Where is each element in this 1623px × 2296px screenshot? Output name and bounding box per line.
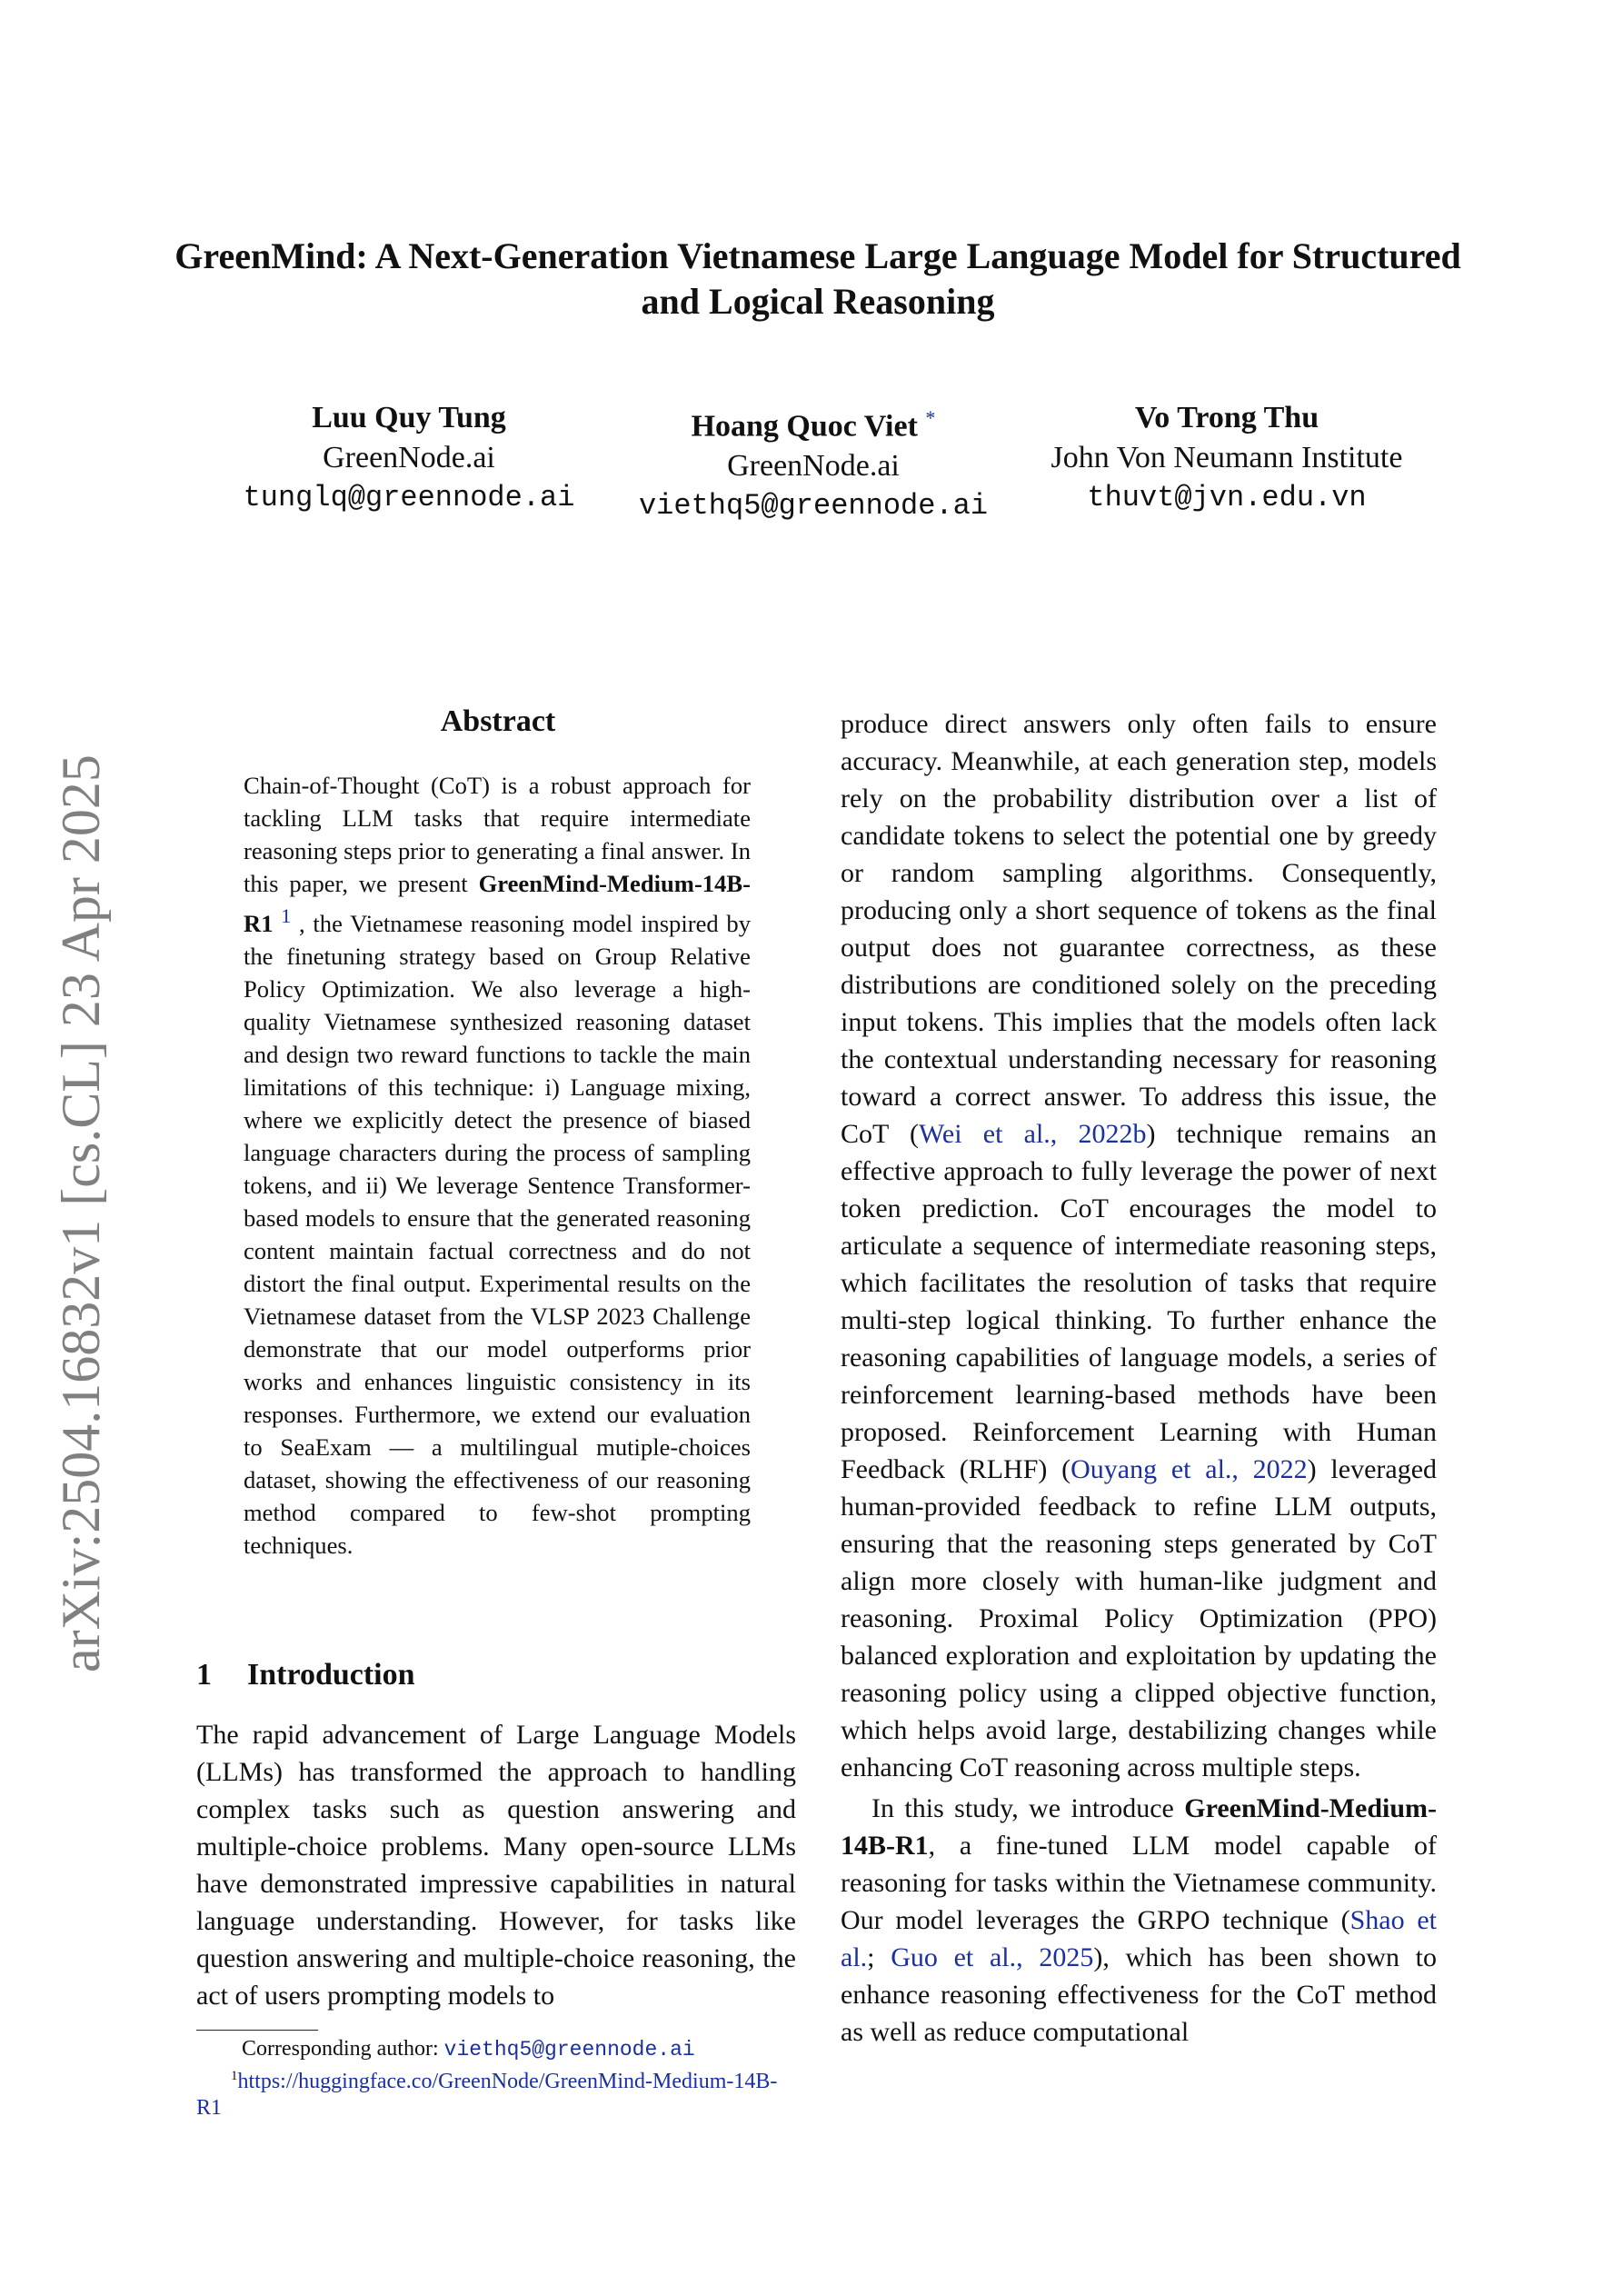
footnote-corresponding [196,2036,796,2063]
footnote-marker[interactable]: 1 [281,904,292,927]
corresponding-author-marker[interactable]: * [925,406,936,429]
footnotes [196,2036,796,2121]
author-affiliation: John Von Neumann Institute [1050,441,1403,474]
author-block [613,398,1013,526]
model-name: GreenMind-Medium-14B-R1 [841,1793,1437,1861]
section-title: Introduction [247,1658,415,1692]
author-email[interactable]: tunglq@greennode.ai [243,481,575,514]
section-heading-introduction [196,1658,415,1692]
introduction-paragraph [841,1790,1437,2051]
right-column [841,705,1437,2051]
abstract-heading: Abstract [440,704,556,738]
author-name: Vo Trong Thu [1134,401,1319,434]
text-run: ), which has been shown to enhance reasoning effectiveness for the CoT method as well as reduce computational [841,1942,1437,2047]
footnote-label: Corresponding author: [242,2037,444,2061]
text-run: produce direct answers only often fails to ensure accuracy. Meanwhile, at each generation step, models rely on the probability distribution over a list of candidate tokens to select the potential one by greedy or random sampling algorithms. Consequently, producing only a short sequence of tokens as the final output does not guarantee correctness, as these distributions are conditioned solely on the preceding input tokens. This implies that the models often lack the contextual understanding necessary for reasoning toward a correct answer. To address this issue, the CoT ( [841,709,1437,1149]
text-run: ; [867,1942,891,1972]
citation-link[interactable]: Shao et al. [841,1905,1437,1972]
author-name: Luu Quy Tung [312,401,506,434]
author-affiliation: GreenNode.ai [323,441,495,474]
author-email[interactable]: viethq5@greennode.ai [638,489,989,524]
footnote-number: 1 [231,2069,238,2083]
author-name-text: Hoang Quoc Viet [691,409,918,444]
citation-link[interactable]: Wei et al., 2022b [919,1119,1147,1149]
footnote-divider [196,2030,318,2031]
text-run: ) technique remains an effective approach to fully leverage the power of next token prediction. CoT encourages the model to articulate a sequence of intermediate reasoning steps, which facilitates the resolution of tasks that require multi-step logical thinking. To further enhance the reasoning capabilities of language models, a series of reinforcement learning-based methods have been proposed. Reinforcement Learning with Human Feedback (RLHF) ( [841,1119,1437,1484]
citation-link[interactable]: Guo et al., 2025 [891,1942,1094,1972]
introduction-paragraph [841,705,1437,1786]
introduction-paragraph: The rapid advancement of Large Language Models (LLMs) has transformed the approach to handling complex tasks such as question answering and multiple-choice problems. Many open-source LLMs have demonstrated impressive capabilities in natural language understanding. However, for tasks like question answering and multiple-choice reasoning, the act of users prompting models to [196,1720,796,2011]
footnote-link[interactable]: https://huggingface.co/GreenNode/GreenMind-Medium-14B-R1 [196,2070,778,2120]
model-name: GreenMind-Medium-14B-R1 [244,870,751,937]
footnote-email[interactable]: viethq5@greennode.ai [443,2038,695,2061]
section-number: 1 [196,1658,212,1692]
author-block [218,398,600,518]
abstract-text-part: Chain-of-Thought (CoT) is a robust approach for tackling LLM tasks that require intermediate reasoning steps prior to generating a final answer. In this paper, we present [244,772,751,897]
footnote-1 [196,2063,796,2121]
abstract-body [244,769,751,1562]
arxiv-identifier: arXiv:2504.16832v1 [cs.CL] 23 Apr 2025 [51,754,111,1672]
author-email[interactable]: thuvt@jvn.edu.vn [1087,481,1367,514]
text-run: ) leveraged human-provided feedback to refine LLM outputs, ensuring that the reasoning steps generated by CoT align more closely with human-like judgment and reasoning. Proximal Policy Optimization (PPO) balanced exploration and exploitation by updating the reasoning policy using a clipped objective function, which helps avoid large, destabilizing changes while enhancing CoT reasoning across multiple steps. [841,1454,1438,1782]
author-block [1027,398,1427,518]
citation-link[interactable]: Ouyang et al., 2022 [1070,1454,1308,1484]
text-run: In this study, we introduce [871,1793,1185,1823]
text-run: , a fine-tuned LLM model capable of reasoning for tasks within the Vietnamese community. Our model leverages the GRPO technique ( [841,1831,1437,1935]
author-name [613,398,1013,446]
abstract-text-part: , the Vietnamese reasoning model inspired by the finetuning strategy based on Group Relative Policy Optimization. We also leverage a high-quality Vietnamese synthesized reasoning dataset and design two reward functions to tackle the main limitations of this technique: i) Language mixing, where we explicitly detect the presence of biased language characters during the process of sampling tokens, and ii) We leverage Sentence Transformer-based models to ensure that the generated reasoning content maintain factual correctness and do not distort the final output. Experimental results on the Vietnamese dataset from the VLSP 2023 Challenge demonstrate that our model outperforms prior works and enhances linguistic consistency in its responses. Furthermore, we extend our evaluation to SeaExam — a multilingual mutiple-choices dataset, showing the effectiveness of our reasoning method compared to few-shot prompting techniques. [244,909,752,1559]
author-affiliation: GreenNode.ai [727,449,900,484]
paper-title: GreenMind: A Next-Generation Vietnamese Large Language Model for Structured and Logical Reasoning [174,235,1461,322]
